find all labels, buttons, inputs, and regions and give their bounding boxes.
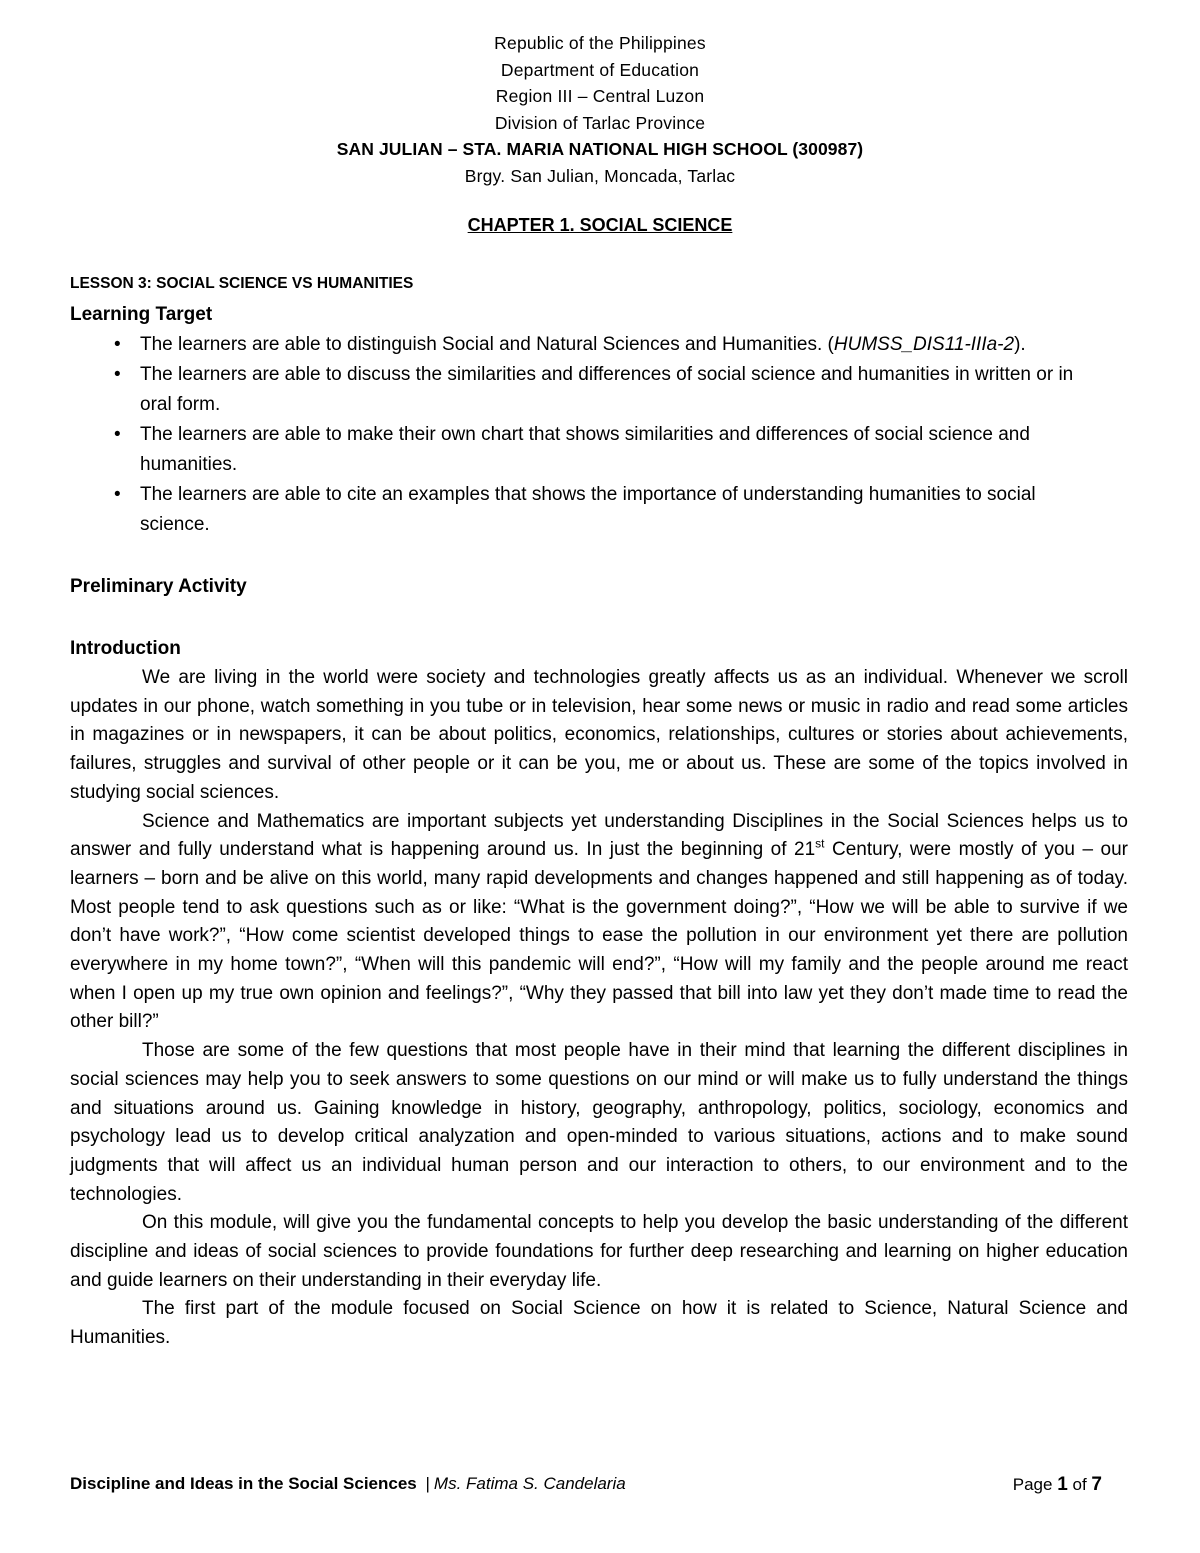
introduction-heading: Introduction: [70, 638, 181, 659]
introduction-paragraph: We are living in the world were society and technologies greatly affects us as an individual. Whenever we scroll updates in our phone, watch something in you tube or in television, hear some news or music in radio and read some articles in magazines or in newspapers, it can be about politics, economics, relationships, cultures or stories about achievements, failures, struggles and survival of other people or it can be you, me or about us. These are some of the topics involved in studying social sciences.: [70, 667, 1128, 803]
document-header: [0, 30, 1200, 189]
page-label: Page: [1012, 1475, 1053, 1494]
lesson-title: LESSON 3: SOCIAL SCIENCE VS HUMANITIES: [70, 275, 414, 292]
learning-target-item: [70, 420, 1128, 480]
header-school-name: SAN JULIAN – STA. MARIA NATIONAL HIGH SCHOOL (300987): [336, 139, 864, 159]
bullet-icon: •: [114, 364, 121, 385]
bullet-icon: •: [114, 424, 121, 445]
footer-separator: |: [425, 1474, 430, 1493]
main-content: [70, 272, 1128, 1353]
paragraph-text: Science and Mathematics are important subjects yet understanding Disciplines in the Social Sciences helps us to answer and fully understand what is happening around us. In just the beginning of 21: [70, 810, 1128, 861]
bullet-icon: •: [114, 334, 121, 355]
preliminary-activity-heading: Preliminary Activity: [70, 576, 247, 597]
superscript-text: st: [815, 836, 825, 851]
header-department: Department of Education: [500, 59, 700, 80]
introduction-paragraph: On this module, will give you the fundamental concepts to help you develop the basic understanding of the different discipline and ideas of social sciences to provide foundations for further deep researching and learning on higher education and guide learners on their understanding in their everyday life.: [70, 1212, 1128, 1291]
learning-target-heading: Learning Target: [70, 304, 213, 325]
page-total: 7: [1091, 1474, 1102, 1495]
header-region: Region III – Central Luzon: [495, 86, 705, 106]
chapter-title: CHAPTER 1. SOCIAL SCIENCE: [467, 215, 733, 235]
page-of-label: of: [1072, 1475, 1087, 1494]
competency-code: HUMSS_DIS11-IIIa-2: [833, 334, 1015, 355]
learning-target-text: The learners are able to distinguish Social and Natural Sciences and Humanities. (: [140, 334, 834, 355]
header-address: Brgy. San Julian, Moncada, Tarlac: [464, 165, 736, 186]
bullet-icon: •: [114, 484, 121, 505]
learning-target-item: [70, 360, 1128, 420]
introduction-paragraph: The first part of the module focused on Social Science on how it is related to Science, Natural Science and Humanities.: [70, 1298, 1128, 1349]
footer-subject-title: Discipline and Ideas in the Social Sciences: [70, 1474, 417, 1493]
page-current: 1: [1057, 1474, 1068, 1495]
paragraph-text: Century, were mostly of you – our learners – born and be alive on this world, many rapid developments and changes happened and still happening as of today. Most people tend to ask questions such as or like: “What is the government doing?”, “How we will be able to survive if we don’t have work?”, “How come scientist developed things to ease the pollution in our environment yet there are pollution everywhere in my home town?”, “When will this pandemic will end?”, “How will my family and the people around me react when I open up my true own opinion and feelings?”, “Why they passed that bill into law yet they don’t made time to read the other bill?”: [70, 839, 1128, 1033]
header-division: Division of Tarlac Province: [494, 112, 706, 133]
header-republic: Republic of the Philippines: [494, 33, 706, 53]
learning-target-text: The learners are able to discuss the similarities and differences of social science and humanities in written or in oral form.: [140, 364, 1074, 415]
learning-target-text: The learners are able to make their own chart that shows similarities and differences of social science and humanities.: [140, 424, 1030, 475]
learning-target-text-end: ).: [1014, 334, 1026, 355]
learning-target-list: [70, 330, 1128, 540]
learning-target-text: The learners are able to cite an examples that shows the importance of understanding humanities to social science.: [140, 484, 1036, 535]
learning-target-item: [70, 330, 1128, 360]
footer-author: Ms. Fatima S. Candelaria: [433, 1474, 626, 1493]
introduction-paragraph: Those are some of the few questions that most people have in their mind that learning the different disciplines in social sciences may help you to seek answers to some questions on our mind or will make us to fully understand the things and situations around us. Gaining knowledge in history, geography, anthropology, politics, sociology, economics and psychology lead us to develop critical analyzation and open-minded to various situations, actions and to make sound judgments that will affect us an individual human person and our interaction to others, to our environment and to the technologies.: [70, 1040, 1128, 1205]
page-footer: [70, 1474, 1102, 1502]
page-number: [1013, 1474, 1102, 1496]
introduction-paragraph: [70, 808, 1128, 1038]
learning-target-item: [70, 480, 1128, 540]
footer-left: [70, 1474, 626, 1494]
